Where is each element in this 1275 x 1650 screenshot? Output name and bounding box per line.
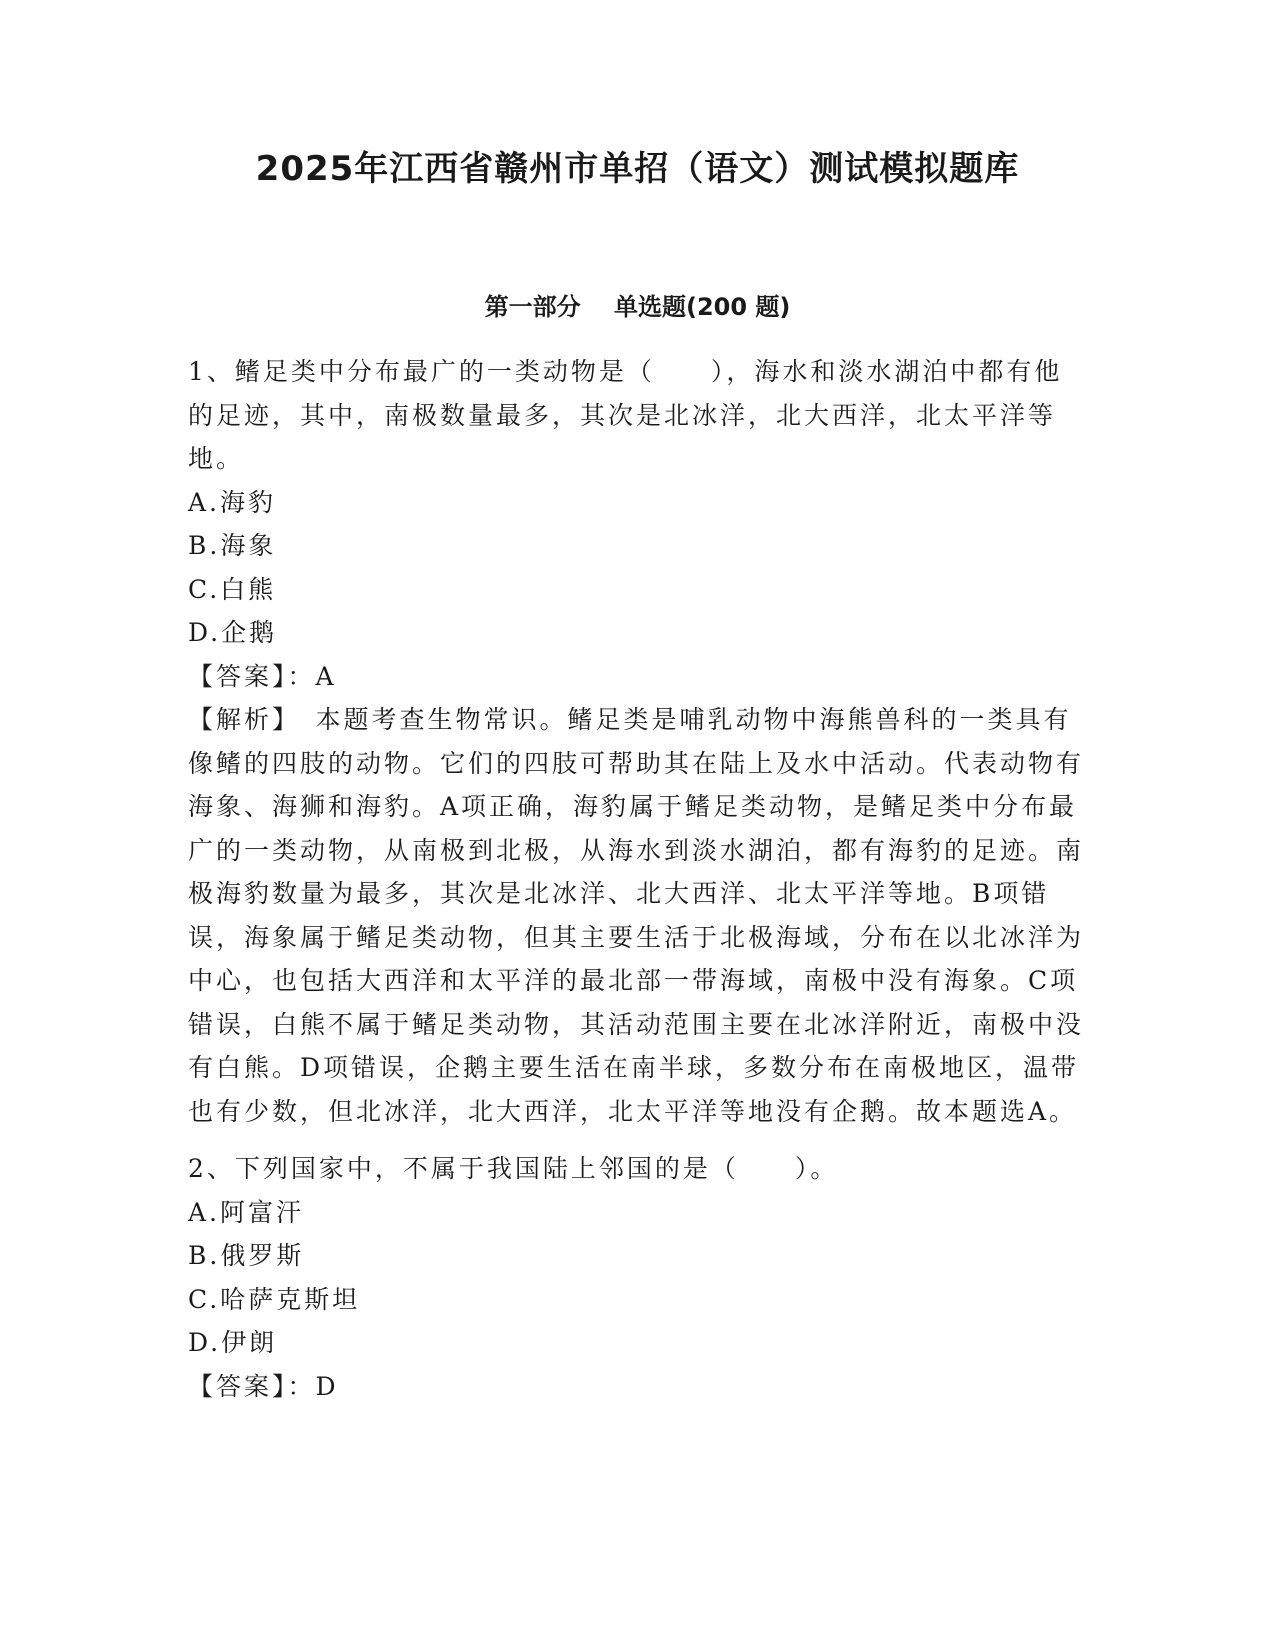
- option-b: B.海象: [188, 531, 277, 560]
- answer-line: [188, 655, 1088, 699]
- answer-value: A: [315, 661, 337, 691]
- answer-label: 【答案】：: [188, 661, 316, 691]
- question-text: 鳍足类中分布最广的一类动物是（ ），海水和淡水湖泊中都有他的足迹，其中，南极数量最多，其次是北冰洋，北大西洋，北太平洋等地。: [188, 357, 1063, 473]
- answer-label: 【答案】：: [188, 1371, 316, 1401]
- analysis-text: 本题考查生物常识。鳍足类是哺乳动物中海熊兽科的一类具有像鳍的四肢的动物。它们的四肢可帮助其在陆上及水中活动。代表动物有海象、海狮和海豹。A项正确，海豹属于鳍足类动物，是鳍足类中分布最广的一类动物，从南极到北极，从海水到淡水湖泊，都有海豹的足迹。南极海豹数量为最多，其次是北冰洋、北大西洋、北太平洋等地。B项错误，海象属于鳍足类动物，但其主要生活于北极海域，分布在以北冰洋为中心，也包括大西洋和太平洋的最北部一带海域，南极中没有海象。C项错误，白熊不属于鳍足类动物，其活动范围主要在北冰洋附近，南极中没有白熊。D项错误，企鹅主要生活在南半球，多数分布在南极地区，温带也有少数，但北冰洋，北大西洋，北太平洋等地没有企鹅。故本题选A。: [188, 705, 1085, 1126]
- answer-line: [188, 1365, 1088, 1409]
- answer-value: D: [315, 1371, 339, 1401]
- option-a: A.海豹: [188, 487, 277, 517]
- question-number: 2、: [188, 1154, 235, 1183]
- analysis-label: 【解析】: [188, 705, 288, 734]
- option-c: C.哈萨克斯坦: [188, 1284, 361, 1314]
- option-b: B.俄罗斯: [188, 1241, 305, 1270]
- question-stem: [188, 350, 1088, 481]
- option-d: D.伊朗: [188, 1328, 278, 1357]
- question-text: 下列国家中，不属于我国陆上邻国的是（ ）。: [234, 1154, 839, 1183]
- question-1: [188, 350, 1088, 1133]
- question-stem: [188, 1147, 1088, 1191]
- question-number: 1、: [188, 357, 235, 386]
- question-2: [188, 1147, 1088, 1408]
- option-a: A.阿富汗: [188, 1197, 305, 1227]
- option-d: D.企鹅: [188, 618, 278, 647]
- question-list: [188, 350, 1088, 1422]
- section-heading: 第一部分 单选题(200 题): [484, 293, 791, 321]
- document-title: 2025年江西省赣州市单招（语文）测试模拟题库: [255, 149, 1020, 189]
- option-c: C.白熊: [188, 574, 277, 604]
- analysis-paragraph: [188, 698, 1088, 1133]
